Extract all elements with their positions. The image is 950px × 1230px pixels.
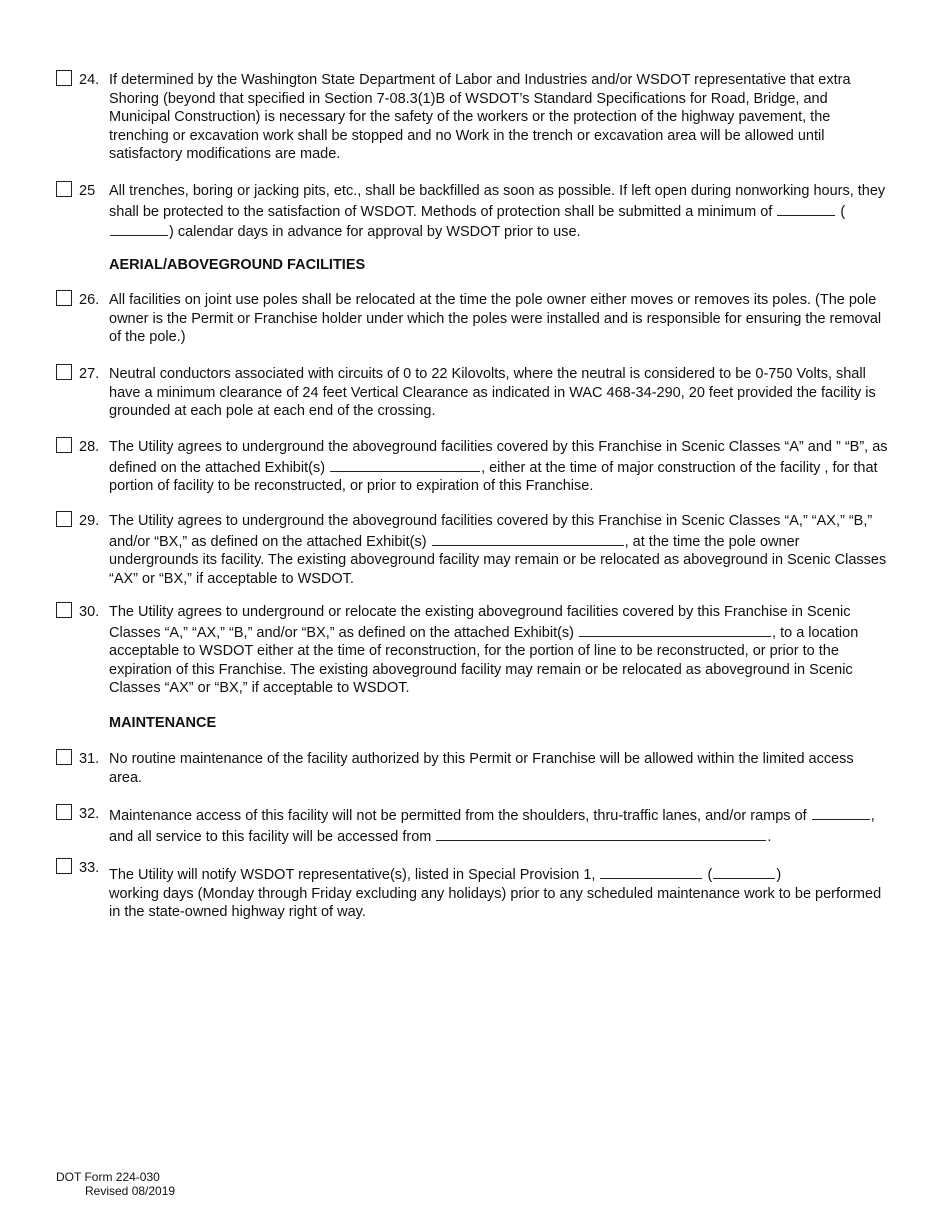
provision-number: 31.: [79, 751, 100, 767]
provision-text: [109, 864, 889, 922]
provision-28-checkbox[interactable]: [56, 437, 72, 453]
notice-days-number-blank[interactable]: [713, 864, 775, 879]
provision-text: If determined by the Washington State Department of Labor and Industries and/or WSDOT representative that extra Shoring (beyond that specified in Section 7-08.3(1)B of WSDOT’s Standard Specifications for Road, Bridge, and Municipal Construction) is necessary for the safety of the workers or the protection of the highway pavement, the trenching or excavation work shall be stopped and no Work in the trench or excavation area will be allowed until satisfactory modifications are made.: [109, 72, 851, 162]
provision-25-checkbox[interactable]: [56, 181, 72, 197]
provision-number: 25: [79, 183, 96, 199]
provision-33-checkbox[interactable]: [56, 858, 72, 874]
heading-aerial-facilities: AERIAL/ABOVEGROUND FACILITIES: [109, 257, 366, 273]
provision-number: 27.: [79, 366, 100, 382]
provision-text-part: (: [707, 867, 713, 883]
provision-30-checkbox[interactable]: [56, 602, 72, 618]
provision-number: 30.: [79, 604, 100, 620]
provision-31-checkbox[interactable]: [56, 749, 72, 765]
provision-text-part: ): [776, 867, 782, 883]
provision-text: [109, 805, 889, 846]
provision-26-checkbox[interactable]: [56, 290, 72, 306]
days-words-blank[interactable]: [777, 201, 835, 216]
provision-text-part: Maintenance access of this facility will not be permitted from the shoulders, thru-traffic lanes, and/or ramps of: [109, 808, 807, 824]
provision-text: [109, 512, 889, 588]
provision-text-part: , and all service to this facility will be accessed from: [109, 808, 875, 845]
days-number-blank[interactable]: [110, 221, 168, 236]
form-number: DOT Form 224-030: [56, 1170, 160, 1184]
provision-32-checkbox[interactable]: [56, 804, 72, 820]
provision-number: 33.: [79, 860, 100, 876]
provision-text: Neutral conductors associated with circuits of 0 to 22 Kilovolts, where the neutral is considered to be 0-750 Volts, shall have a minimum clearance of 24 feet Vertical Clearance as indicated in WAC 468-34-290, 20 feet provided the facility is grounded at each pole at each end of the crossing.: [109, 366, 876, 419]
provision-number: 28.: [79, 439, 100, 455]
provision-24-checkbox[interactable]: [56, 70, 72, 86]
provision-text-part: The Utility agrees to underground the aboveground facilities covered by this Franchise in Scenic Classes “A,” “AX,” “B,” and/or “BX,” as defined on the attached Exhibit(s): [109, 513, 873, 550]
provision-text-part: The Utility agrees to underground or relocate the existing aboveground facilities covered by this Franchise in Scenic Classes “A,” “AX,” “B,” and/or “BX,” as defined on the attached Exhibit(s): [109, 604, 851, 641]
notice-days-words-blank[interactable]: [600, 864, 702, 879]
provision-text-part: ) calendar days in advance for approval by WSDOT prior to use.: [169, 224, 581, 240]
heading-maintenance: MAINTENANCE: [109, 715, 217, 731]
form-footer: [56, 1170, 175, 1198]
exhibit-blank[interactable]: [579, 622, 771, 637]
provision-text-part: , either at the time of major construction of the facility , for that portion of facility to be reconstructed, or prior to expiration of this Franchise.: [109, 459, 878, 494]
provision-number: 26.: [79, 292, 100, 308]
provision-text: No routine maintenance of the facility authorized by this Permit or Franchise will be allowed within the limited access area.: [109, 751, 854, 786]
provision-text-part: (: [840, 203, 846, 220]
provision-text-part: .: [767, 828, 772, 845]
access-location-blank[interactable]: [436, 826, 766, 841]
provision-text-part: , at the time the pole owner undergrounds its facility. The existing aboveground facility may remain or be relocated as aboveground in Scenic Classes “AX” or “BX,” if acceptable to WSDOT.: [109, 533, 887, 587]
ramps-blank[interactable]: [812, 805, 870, 820]
provision-number: 29.: [79, 513, 100, 529]
exhibit-blank[interactable]: [432, 531, 624, 546]
provision-29-checkbox[interactable]: [56, 511, 72, 527]
revision-date: Revised 08/2019: [85, 1184, 176, 1198]
provision-text-part: working days (Monday through Friday excluding any holidays) prior to any scheduled maintenance work to be performed in the state-owned highway right of way.: [109, 885, 882, 920]
provision-text: [109, 438, 889, 496]
provision-27-checkbox[interactable]: [56, 364, 72, 380]
provision-text-part: The Utility will notify WSDOT representative(s), listed in Special Provision 1,: [109, 867, 596, 883]
provision-text: All facilities on joint use poles shall be relocated at the time the pole owner either moves or removes its poles. (The pole owner is the Permit or Franchise holder under which the poles were installed and is responsible for ensuring the removal of the pole.): [109, 292, 882, 345]
provision-text: [109, 603, 889, 698]
provision-text-part: The Utility agrees to underground the aboveground facilities covered by this Franchise in Scenic Classes “A” and ” “B”, as defined on the attached Exhibit(s): [109, 439, 888, 476]
provision-text-part: All trenches, boring or jacking pits, etc., shall be backfilled as soon as possible. If left open during nonworking hours, they shall be protected to the satisfaction of WSDOT. Methods of protection shall be submitted a minimum of: [109, 183, 886, 220]
provision-text-part: , to a location acceptable to WSDOT either at the time of reconstruction, for the portion of line to be reconstructed, or prior to the expiration of this Franchise. The existing aboveground facility may remain or be relocated as aboveground in Scenic Classes “AX” or “BX,” if acceptable to WSDOT.: [109, 624, 859, 696]
exhibit-blank[interactable]: [330, 457, 480, 472]
provision-number: 24.: [79, 72, 100, 88]
provision-number: 32.: [79, 806, 100, 822]
provision-text: [109, 182, 889, 242]
